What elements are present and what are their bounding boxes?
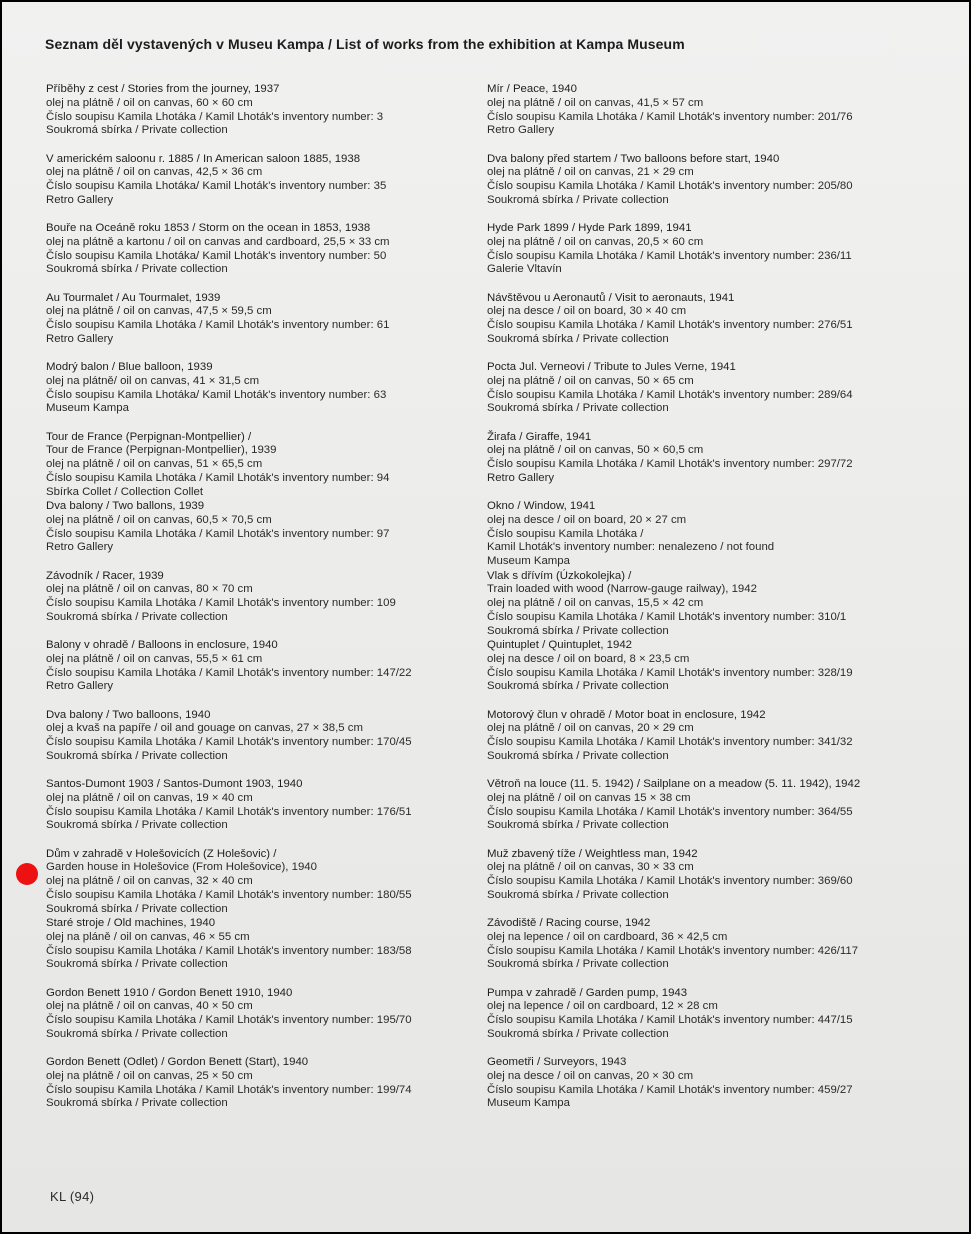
artwork-detail: Číslo soupisu Kamila Lhotáka / Kamil Lhoták's inventory number: 205/80 — [487, 180, 853, 193]
artwork-title: Dva balony / Two balloons, 1940 — [46, 708, 211, 721]
artwork-detail: Soukromá sbírka / Private collection — [46, 124, 228, 137]
artwork-detail: Retro Gallery — [46, 680, 114, 693]
artwork-entry — [46, 500, 476, 570]
artwork-detail: Soukromá sbírka / Private collection — [487, 958, 669, 971]
artwork-title: Dům v zahradě v Holešovicích (Z Holešovic) / — [46, 847, 277, 860]
artwork-detail: Soukromá sbírka / Private collection — [487, 332, 669, 345]
artwork-detail: Retro Gallery — [487, 471, 555, 484]
artwork-detail: olej na plátně / oil on canvas, 80 × 70 cm — [46, 583, 253, 596]
artwork-detail: olej na desce / oil on canvas, 20 × 30 cm — [487, 1069, 694, 1082]
artwork-detail: olej na plátně / oil on canvas, 30 × 33 cm — [487, 861, 694, 874]
artwork-detail: Soukromá sbírka / Private collection — [46, 263, 228, 276]
artwork-title: Gordon Benett (Odlet) / Gordon Benett (Start), 1940 — [46, 1056, 309, 1068]
artwork-detail: Číslo soupisu Kamila Lhotáka / Kamil Lhoták's inventory number: 447/15 — [487, 1014, 853, 1027]
artwork-detail: Číslo soupisu Kamila Lhotáka/ Kamil Lhoták's inventory number: 50 — [46, 249, 387, 262]
artwork-detail: olej na desce / oil on board, 8 × 23,5 cm — [487, 652, 690, 665]
artwork-title: V americkém saloonu r. 1885 / In American saloon 1885, 1938 — [46, 152, 361, 165]
artwork-detail: Museum Kampa — [487, 1097, 570, 1110]
artwork-detail: olej na plátně / oil on canvas, 20,5 × 60 cm — [487, 235, 704, 248]
artwork-entry — [46, 222, 476, 292]
artwork-detail: Soukromá sbírka / Private collection — [46, 1097, 228, 1110]
artwork-detail: olej na plátně / oil on canvas, 25 × 50 cm — [46, 1069, 253, 1082]
artwork-detail: olej na plátně / oil on canvas, 20 × 29 cm — [487, 722, 694, 735]
artwork-title: Žirafa / Giraffe, 1941 — [487, 430, 592, 443]
artwork-detail: olej na pláně / oil on canvas, 46 × 55 cm — [46, 930, 250, 943]
artwork-entry — [46, 570, 476, 640]
artwork-detail: Číslo soupisu Kamila Lhotáka/ Kamil Lhoták's inventory number: 63 — [46, 388, 387, 401]
artwork-entry — [46, 709, 476, 779]
artwork-detail: olej na plátně / oil on canvas, 21 × 29 cm — [487, 166, 694, 179]
artwork-detail: Číslo soupisu Kamila Lhotáka / Kamil Lhoták's inventory number: 426/117 — [487, 944, 859, 957]
artwork-detail: Číslo soupisu Kamila Lhotáka / Kamil Lhoták's inventory number: 97 — [46, 527, 390, 540]
artwork-title: Vlak s dřívím (Úzkokolejka) / — [487, 569, 632, 582]
artwork-detail: Soukromá sbírka / Private collection — [487, 402, 669, 415]
artwork-detail: Retro Gallery — [46, 332, 114, 345]
artwork-detail: olej na plátně / oil on canvas, 50 × 60,5 cm — [487, 444, 704, 457]
artwork-detail: Číslo soupisu Kamila Lhotáka / Kamil Lhoták's inventory number: 94 — [46, 471, 390, 484]
artwork-detail: Číslo soupisu Kamila Lhotáka / Kamil Lhoták's inventory number: 459/27 — [487, 1083, 853, 1096]
artwork-detail: Číslo soupisu Kamila Lhotáka / Kamil Lhoták's inventory number: 61 — [46, 319, 390, 332]
artwork-entry — [487, 917, 917, 987]
artwork-detail: Číslo soupisu Kamila Lhotáka / Kamil Lhoták's inventory number: 3 — [46, 110, 384, 123]
artwork-detail: Soukromá sbírka / Private collection — [487, 680, 669, 693]
artwork-entry — [487, 83, 917, 153]
artwork-detail: Číslo soupisu Kamila Lhotáka / Kamil Lhoták's inventory number: 180/55 — [46, 888, 412, 901]
artwork-title: Hyde Park 1899 / Hyde Park 1899, 1941 — [487, 222, 692, 234]
artwork-entry — [487, 431, 917, 501]
artwork-entry — [487, 153, 917, 223]
artwork-detail: olej na plátně / oil on canvas, 19 × 40 cm — [46, 791, 253, 804]
artwork-detail: olej na plátně / oil on canvas, 42,5 × 36 cm — [46, 166, 263, 179]
artwork-detail: Soukromá sbírka / Private collection — [487, 749, 669, 762]
artwork-detail: Soukromá sbírka / Private collection — [46, 610, 228, 623]
artwork-title: Větroň na louce (11. 5. 1942) / Sailplane on a meadow (5. 11. 1942), 1942 — [487, 778, 861, 790]
artwork-entry — [46, 292, 476, 362]
artwork-detail: Číslo soupisu Kamila Lhotáka/ Kamil Lhoták's inventory number: 35 — [46, 180, 387, 193]
artwork-detail: Museum Kampa — [46, 402, 129, 415]
artwork-detail: olej na plátně / oil on canvas 15 × 38 cm — [487, 791, 691, 804]
artwork-title: Pocta Jul. Verneovi / Tribute to Jules Verne, 1941 — [487, 361, 736, 373]
artwork-detail: Kamil Lhoták's inventory number: nenalezeno / not found — [487, 541, 775, 554]
artwork-detail: Číslo soupisu Kamila Lhotáka / Kamil Lhoták's inventory number: 341/32 — [487, 736, 853, 749]
exhibition-list-sheet — [2, 2, 969, 1232]
artwork-detail: Retro Gallery — [46, 193, 114, 206]
artwork-detail: olej na plátně / oil on canvas, 41,5 × 57 cm — [487, 96, 704, 109]
artwork-detail: Soukromá sbírka / Private collection — [46, 749, 228, 762]
artwork-detail: Číslo soupisu Kamila Lhotáka / Kamil Lhoták's inventory number: 170/45 — [46, 736, 412, 749]
artwork-entry — [46, 639, 476, 709]
left-column — [46, 83, 476, 1126]
artwork-title: Bouře na Oceáně roku 1853 / Storm on the ocean in 1853, 1938 — [46, 222, 371, 234]
artwork-detail: Museum Kampa — [487, 555, 570, 568]
page-title: Seznam děl vystavených v Museu Kampa / List of works from the exhibition at Kampa Museum — [45, 36, 685, 52]
artwork-detail: olej na plátně / oil on canvas, 47,5 × 59,5 cm — [46, 305, 272, 318]
artwork-entry — [487, 222, 917, 292]
artwork-detail: olej na plátně / oil on canvas, 32 × 40 cm — [46, 875, 253, 888]
artwork-entry — [46, 431, 476, 501]
artwork-detail: olej na plátně / oil on canvas, 50 × 65 cm — [487, 374, 694, 387]
artwork-detail: Soukromá sbírka / Private collection — [46, 902, 228, 915]
artwork-detail: Soukromá sbírka / Private collection — [46, 1027, 228, 1040]
artwork-title: Závodiště / Racing course, 1942 — [487, 917, 651, 929]
artwork-title: Muž zbavený tíže / Weightless man, 1942 — [487, 847, 698, 860]
artwork-detail: Garden house in Holešovice (From Holešovice), 1940 — [46, 861, 317, 874]
artwork-detail: olej na plátně / oil on canvas, 55,5 × 61 cm — [46, 652, 263, 665]
artwork-detail: olej na plátně / oil on canvas, 60 × 60 cm — [46, 96, 253, 109]
artwork-detail: olej na plátně a kartonu / oil on canvas and cardboard, 25,5 × 33 cm — [46, 235, 390, 248]
artwork-title: Geometři / Surveyors, 1943 — [487, 1056, 627, 1068]
artwork-title: Mír / Peace, 1940 — [487, 83, 577, 95]
artwork-entry — [487, 292, 917, 362]
artwork-entry — [46, 987, 476, 1057]
artwork-detail: Soukromá sbírka / Private collection — [46, 819, 228, 832]
artwork-title: Quintuplet / Quintuplet, 1942 — [487, 639, 633, 651]
artwork-title: Staré stroje / Old machines, 1940 — [46, 917, 216, 929]
artwork-detail: Soukromá sbírka / Private collection — [46, 958, 228, 971]
artwork-entry — [46, 153, 476, 223]
artwork-entry — [46, 917, 476, 987]
artwork-entry — [487, 570, 917, 640]
artwork-detail: olej na lepence / oil on cardboard, 12 × 28 cm — [487, 1000, 718, 1013]
artwork-detail: Číslo soupisu Kamila Lhotáka / Kamil Lhoták's inventory number: 364/55 — [487, 805, 853, 818]
artwork-entry — [46, 1056, 476, 1126]
artwork-detail: olej na plátně / oil on canvas, 15,5 × 42 cm — [487, 597, 704, 610]
artwork-detail: Retro Gallery — [46, 541, 114, 554]
artwork-entry — [487, 778, 917, 848]
artwork-detail: olej na desce / oil on board, 20 × 27 cm — [487, 513, 687, 526]
artwork-detail: Soukromá sbírka / Private collection — [487, 819, 669, 832]
artwork-detail: Retro Gallery — [487, 124, 555, 137]
artwork-detail: Train loaded with wood (Narrow-gauge railway), 1942 — [487, 583, 757, 596]
artwork-detail: Soukromá sbírka / Private collection — [487, 193, 669, 206]
artwork-title: Balony v ohradě / Balloons in enclosure, 1940 — [46, 639, 278, 651]
artwork-title: Návštěvou u Aeronautů / Visit to aeronauts, 1941 — [487, 291, 735, 304]
right-column — [487, 83, 917, 1126]
artwork-detail: Číslo soupisu Kamila Lhotáka / Kamil Lhoták's inventory number: 310/1 — [487, 610, 847, 623]
artwork-title: Gordon Benett 1910 / Gordon Benett 1910, 1940 — [46, 986, 293, 999]
artwork-detail: Číslo soupisu Kamila Lhotáka / Kamil Lhoták's inventory number: 199/74 — [46, 1083, 412, 1096]
artwork-detail: Číslo soupisu Kamila Lhotáka / Kamil Lhoták's inventory number: 195/70 — [46, 1014, 412, 1027]
red-dot-marker — [16, 863, 38, 885]
artwork-detail: Číslo soupisu Kamila Lhotáka / Kamil Lhoták's inventory number: 297/72 — [487, 458, 853, 471]
artwork-entry — [46, 848, 476, 918]
artwork-detail: Tour de France (Perpignan-Montpellier), 1939 — [46, 444, 277, 457]
artwork-title: Příběhy z cest / Stories from the journey, 1937 — [46, 83, 280, 95]
artwork-entry — [46, 778, 476, 848]
artwork-detail: Číslo soupisu Kamila Lhotáka / Kamil Lhoták's inventory number: 176/51 — [46, 805, 412, 818]
artwork-detail: Soukromá sbírka / Private collection — [487, 1027, 669, 1040]
artwork-detail: olej na desce / oil on board, 30 × 40 cm — [487, 305, 687, 318]
artwork-entry — [487, 361, 917, 431]
artwork-detail: Číslo soupisu Kamila Lhotáka / Kamil Lhoták's inventory number: 276/51 — [487, 319, 853, 332]
artwork-detail: olej na plátně / oil on canvas, 40 × 50 cm — [46, 1000, 253, 1013]
artwork-title: Závodník / Racer, 1939 — [46, 569, 164, 582]
page-footer: KL (94) — [50, 1189, 95, 1204]
artwork-detail: Soukromá sbírka / Private collection — [487, 888, 669, 901]
artwork-entry — [46, 83, 476, 153]
artwork-title: Motorový člun v ohradě / Motor boat in enclosure, 1942 — [487, 708, 766, 721]
artwork-title: Dva balony před startem / Two balloons before start, 1940 — [487, 152, 780, 165]
artwork-title: Tour de France (Perpignan-Montpellier) / — [46, 430, 252, 443]
artwork-detail: olej na lepence / oil on cardboard, 36 × 42,5 cm — [487, 930, 728, 943]
artwork-detail: olej na plátně / oil on canvas, 60,5 × 70,5 cm — [46, 513, 272, 526]
artwork-entry — [487, 639, 917, 709]
artwork-detail: Číslo soupisu Kamila Lhotáka / Kamil Lhoták's inventory number: 328/19 — [487, 666, 853, 679]
artwork-detail: Číslo soupisu Kamila Lhotáka / — [487, 527, 644, 540]
artwork-title: Pumpa v zahradě / Garden pump, 1943 — [487, 986, 688, 999]
artwork-detail: Číslo soupisu Kamila Lhotáka / Kamil Lhoták's inventory number: 369/60 — [487, 875, 853, 888]
artwork-entry — [487, 500, 917, 570]
artwork-detail: Galerie Vltavín — [487, 263, 562, 276]
artwork-detail: Číslo soupisu Kamila Lhotáka / Kamil Lhoták's inventory number: 147/22 — [46, 666, 412, 679]
artwork-detail: Číslo soupisu Kamila Lhotáka / Kamil Lhoták's inventory number: 109 — [46, 597, 396, 610]
artwork-detail: Číslo soupisu Kamila Lhotáka / Kamil Lhoták's inventory number: 236/11 — [487, 249, 852, 262]
artwork-title: Santos-Dumont 1903 / Santos-Dumont 1903, 1940 — [46, 778, 303, 790]
artwork-detail: Číslo soupisu Kamila Lhotáka / Kamil Lhoták's inventory number: 201/76 — [487, 110, 853, 123]
artwork-detail: Číslo soupisu Kamila Lhotáka / Kamil Lhoták's inventory number: 289/64 — [487, 388, 853, 401]
artwork-entry — [487, 1056, 917, 1126]
artwork-detail: Sbírka Collet / Collection Collet — [46, 485, 204, 498]
artwork-title: Au Tourmalet / Au Tourmalet, 1939 — [46, 291, 221, 304]
artwork-title: Okno / Window, 1941 — [487, 500, 596, 512]
artwork-entry — [487, 709, 917, 779]
artwork-detail: olej na plátně / oil on canvas, 51 × 65,5 cm — [46, 458, 263, 471]
artwork-detail: Soukromá sbírka / Private collection — [487, 624, 669, 637]
artwork-entry — [487, 848, 917, 918]
artwork-entry — [46, 361, 476, 431]
artwork-entry — [487, 987, 917, 1057]
artwork-title: Modrý balon / Blue balloon, 1939 — [46, 361, 213, 373]
artwork-detail: olej na plátně/ oil on canvas, 41 × 31,5 cm — [46, 374, 260, 387]
artwork-title: Dva balony / Two ballons, 1939 — [46, 500, 205, 512]
artwork-detail: olej a kvaš na papíře / oil and gouage on canvas, 27 × 38,5 cm — [46, 722, 363, 735]
artwork-detail: Číslo soupisu Kamila Lhotáka / Kamil Lhoták's inventory number: 183/58 — [46, 944, 412, 957]
